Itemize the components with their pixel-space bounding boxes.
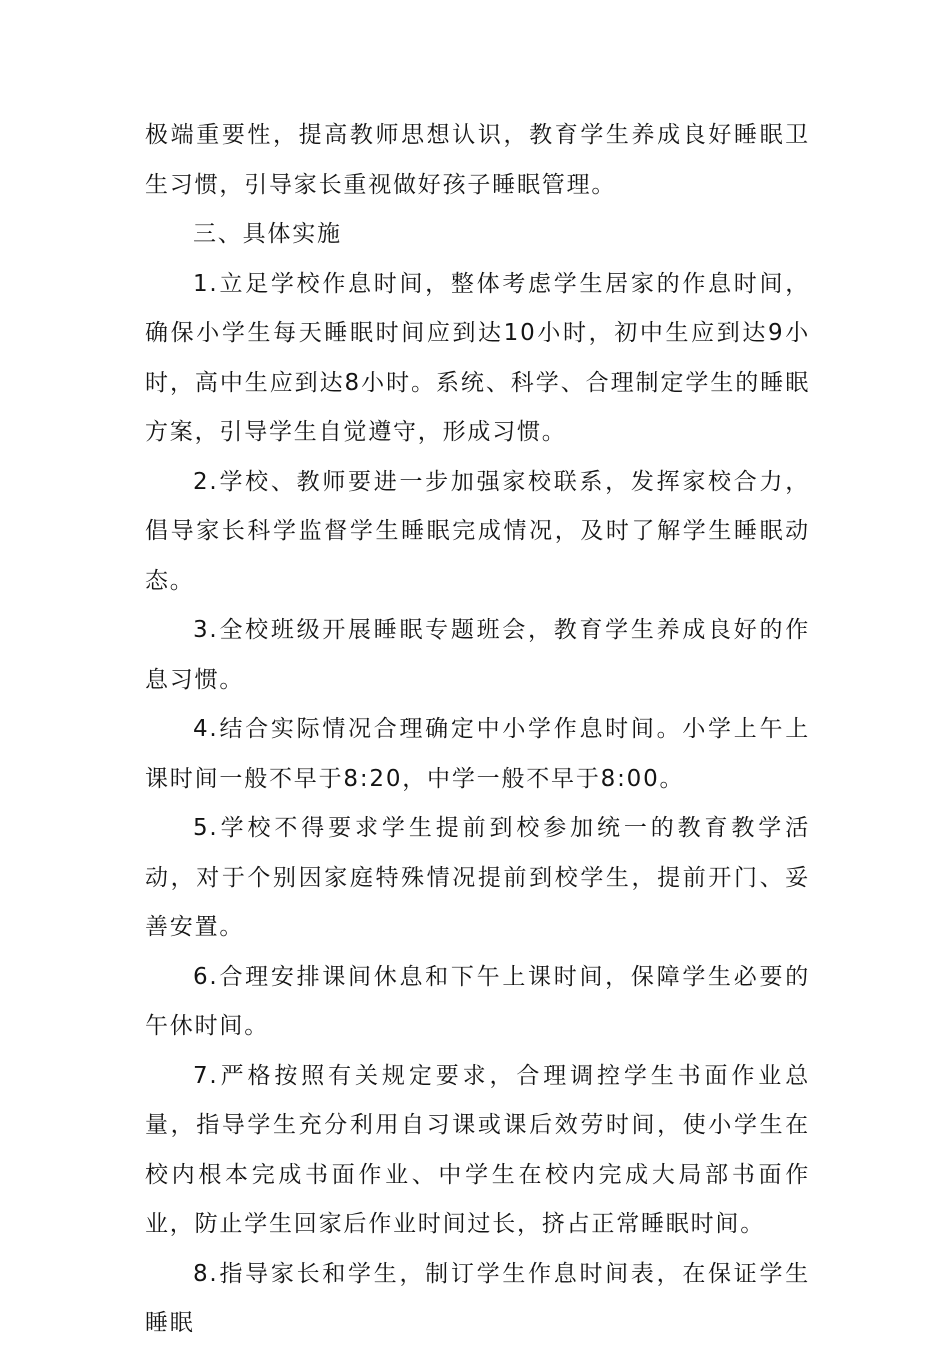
document-body — [145, 111, 810, 1349]
paragraph-continuation: 极端重要性，提高教师思想认识，教育学生养成良好睡眠卫生习惯，引导家长重视做好孩子睡眠管理。 — [145, 122, 810, 198]
list-item-2: 2.学校、教师要进一步加强家校联系，发挥家校合力，倡导家长科学监督学生睡眠完成情况，及时了解学生睡眠动态。 — [145, 468, 810, 594]
list-item-8: 8.指导家长和学生，制订学生作息时间表，在保证学生睡眠 — [145, 1260, 810, 1336]
list-item-3: 3.全校班级开展睡眠专题班会，教育学生养成良好的作息习惯。 — [145, 617, 810, 693]
section-heading: 三、具体实施 — [193, 221, 342, 247]
list-item-4: 4.结合实际情况合理确定中小学作息时间。小学上午上课时间一般不早于8:20，中学一般不早于8:00。 — [145, 716, 810, 792]
list-item-6: 6.合理安排课间休息和下午上课时间，保障学生必要的午休时间。 — [145, 963, 810, 1039]
list-item-1: 1.立足学校作息时间，整体考虑学生居家的作息时间，确保小学生每天睡眠时间应到达10小时，初中生应到达9小时，高中生应到达8小时。系统、科学、合理制定学生的睡眠方案，引导学生自觉遵守，形成习惯。 — [145, 270, 810, 445]
list-item-7: 7.严格按照有关规定要求，合理调控学生书面作业总量，指导学生充分利用自习课或课后效劳时间，使小学生在校内根本完成书面作业、中学生在校内完成大局部书面作业，防止学生回家后作业时间过长，挤占正常睡眠时间。 — [145, 1062, 810, 1237]
list-item-5: 5.学校不得要求学生提前到校参加统一的教育教学活动，对于个别因家庭特殊情况提前到校学生，提前开门、妥善安置。 — [145, 815, 810, 940]
